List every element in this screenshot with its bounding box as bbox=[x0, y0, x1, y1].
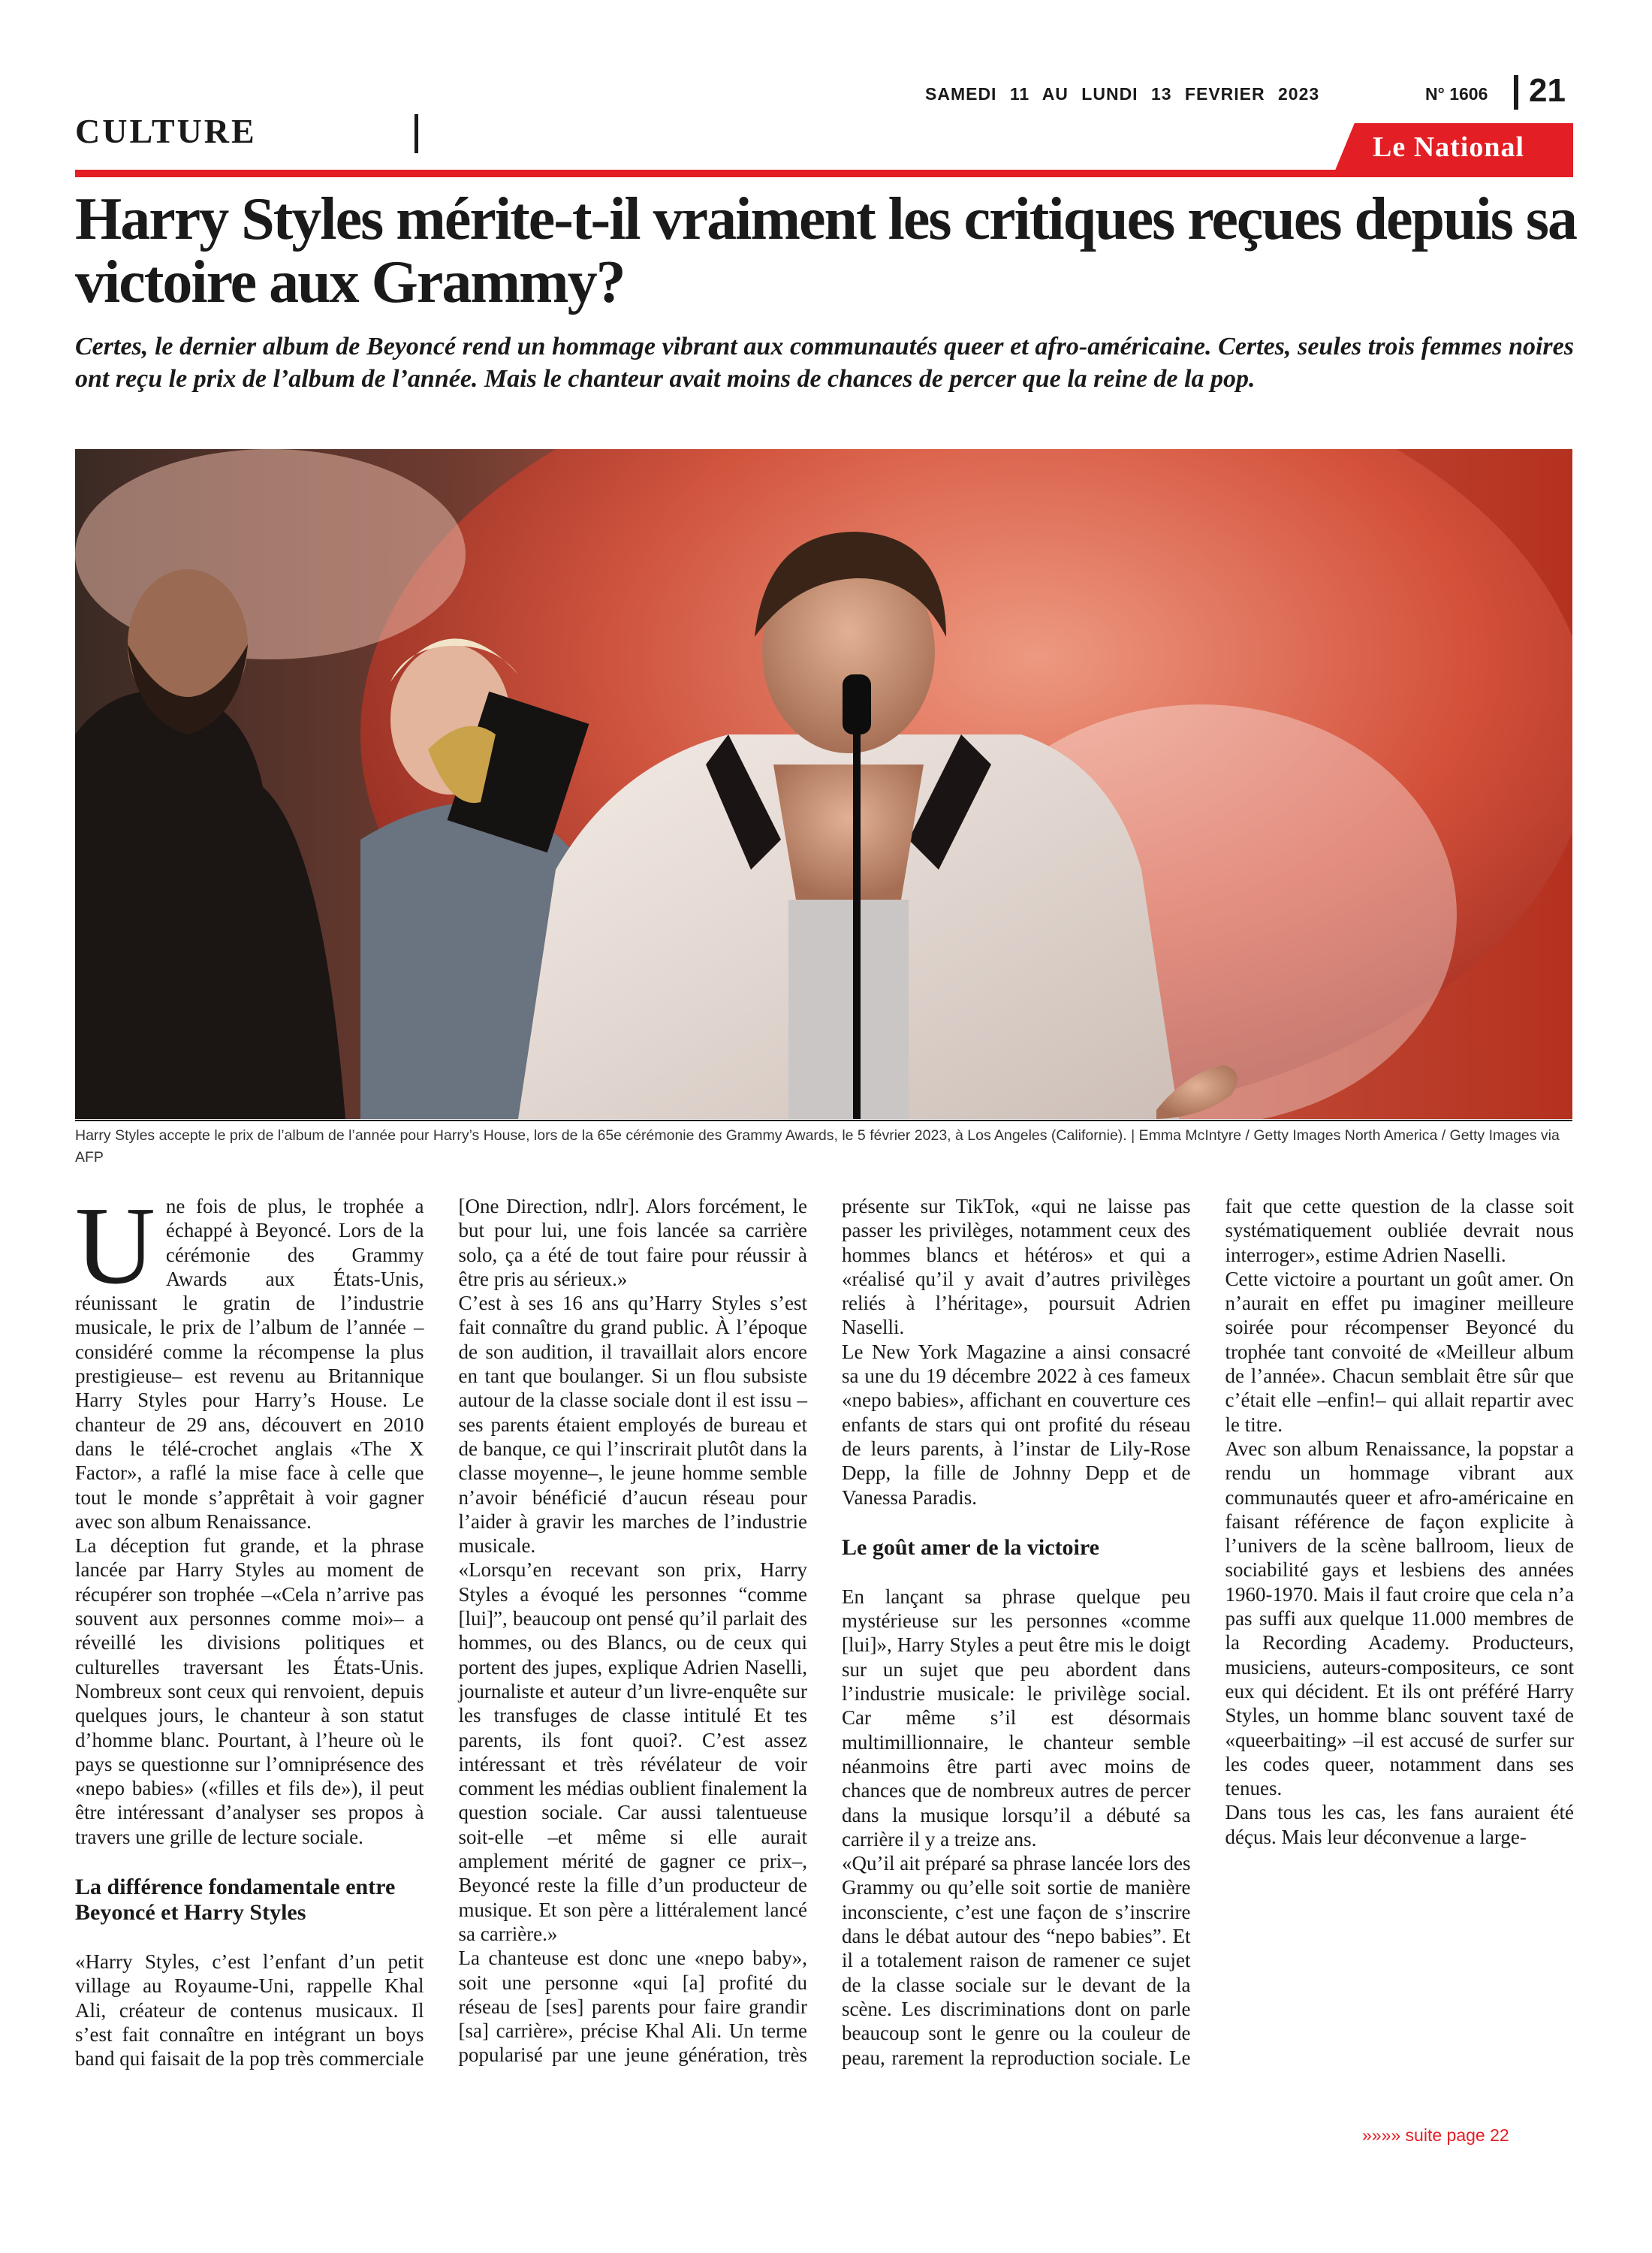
paragraph-12: Dans tous les cas, les fans auraient été déçus. Mais leur déconvenue a large- bbox=[1225, 1801, 1574, 1848]
paragraph-4: C’est à ses 16 ans qu’Harry Styles s’est fait connaître du grand public. À l’époque de son audition, il travaillait alors encore en tant que boulanger. Si un flou subsiste autour de la classe sociale dont il est issu –ses parents étaient employés de bureau et de banque, ce qui l’inscrirait plutôt dans la classe moyenne–, le jeune homme semble n’avoir bénéficié d’aucun réseau pour l’aider à gravir les marches de l’industrie musicale. bbox=[458, 1292, 807, 1558]
issue-number: N° 1606 bbox=[1425, 84, 1488, 104]
header-rule bbox=[75, 170, 1573, 177]
photo-caption: Harry Styles accepte le prix de l’album de l’année pour Harry’s House, lors de la 65e cérémonie des Grammy Awards, le 5 février 2023, à Los Angeles (Californie). | Emma McIntyre / Getty Images North America / Getty Images via AFP bbox=[75, 1127, 1560, 1166]
header-divider bbox=[1514, 75, 1518, 110]
paragraph-8: En lançant sa phrase quelque peu mystérieuse sur les personnes «comme [lui]», Harry Styles a peut être mis le doigt sur un sujet que peu abordent dans l’industrie musicale: le privilège social. Car même s’il est désormais multimillionnaire, le chanteur semble néanmoins être parti avec moins de chances que de nombreux autres de percer dans la musique lorsqu’il a débuté sa carrière il y a treize ans. bbox=[842, 1585, 1191, 1850]
page-number: 21 bbox=[1529, 72, 1566, 109]
paragraph-1: Une fois de plus, le trophée a échappé à Beyoncé. Lors de la cérémonie des Grammy Awards aux États-Unis, réunissant le gratin de l’industrie musicale, le prix de l’album de l’année – considéré comme la récompense la plus prestigieuse– est revenu au Britannique Harry Styles pour Harry’s House. Le chanteur de 29 ans, découvert en 2010 dans le télé-crochet anglais «The X Factor», a raflé la mise face à celle que tout le monde s’apprêtait à voir gagner avec son album Renaissance. bbox=[75, 1184, 424, 1533]
continuation-link[interactable]: »»»» suite page 22 bbox=[1362, 2125, 1509, 2145]
headline: Harry Styles mérite-t-il vraiment les critiques reçues depuis sa victoire aux Grammy? bbox=[75, 186, 1576, 315]
harry-chest bbox=[773, 765, 924, 900]
article-photo bbox=[75, 449, 1572, 1119]
subheading-2: Le goût amer de la victoire bbox=[842, 1534, 1099, 1560]
section-label: CULTURE bbox=[75, 112, 257, 150]
paragraph-10: Cette victoire a pourtant un goût amer. On n’aurait en effet pu imaginer meilleure soirée pour récompenser Beyoncé du trophée tant convoité de «Meilleur album de l’année». Chacun semblait être sûr que c’était elle –enfin!– qui allait repartir avec le titre. bbox=[1225, 1267, 1574, 1436]
brand-name: Le National bbox=[1373, 131, 1525, 163]
microphone bbox=[843, 674, 871, 734]
paragraph-2: La déception fut grande, et la phrase lancée par Harry Styles au moment de récupérer son trophée –«Cela n’arrive pas souvent aux personnes comme moi»– a réveillé les divisions politiques et culturelles traversant les États-Unis. Nombreux sont ceux qui renvoient, depuis quelques jours, le chanteur à son statut d’homme blanc. Pourtant, à l’heure où le pays se questionne sur l’omniprésence des «nepo babies» («filles et fils de»), il peut être intéressant d’analyser ses propos à travers une grille de lecture sociale. bbox=[75, 1534, 424, 1848]
paragraph-9: «Qu’il ait préparé sa phrase lancée lors des Grammy ou qu’elle soit sortie de manière inconsciente, c’est une façon de s’inscrire dans le débat autour des “nepo babies”. Et il a totalement raison de ramener ce sujet de la classe sociale sur le devant de la scène. Les discriminations dont on parle beaucoup sont le genre ou la couleur de peau, rarement la reproduction sociale. Le fait que cette question de la classe soit systématiquement oubliée devrait nous interroger», estime Adrien Naselli. bbox=[842, 1195, 1574, 2069]
subheading-1: La différence fondamentale entre Beyoncé et Harry Styles bbox=[75, 1874, 396, 1926]
article-body bbox=[75, 1184, 1574, 2080]
standfirst: Certes, le dernier album de Beyoncé rend un hommage vibrant aux communautés queer et afro-américaine. Certes, seules trois femmes noires ont reçu le prix de l’album de l’année. Mais le chanteur avait moins de chances de percer que la reine de la pop. bbox=[75, 333, 1574, 393]
issue-date: SAMEDI 11 AU LUNDI 13 FEVRIER 2023 bbox=[925, 84, 1320, 104]
paragraph-11: Avec son album Renaissance, la popstar a rendu un hommage vibrant aux communautés queer et afro-américaine en faisant référence de façon explicite à l’univers de la scène ballroom, lieux de sociabilité gays et lesbiens des années 1960-1970. Mais il faut croire que cela n’a pas suffi aux quelque 11.000 membres de la Recording Academy. Producteurs, musiciens, auteurs-compositeurs, ce sont eux qui décident. Et ils ont préféré Harry Styles, un homme blanc souvent taxé de «queerbaiting» –il est accusé de surfer sur les codes queer, notamment dans ses tenues. bbox=[1225, 1437, 1574, 1800]
microphone-stand bbox=[853, 689, 861, 1119]
paragraph-7: Le New York Magazine a ainsi consacré sa une du 19 décembre 2022 à ces fameux «nepo babies», affichant en couverture ces enfants de stars qui ont profité du réseau de leurs parents, à l’instar de Lily-Rose Depp, la fille de Johnny Depp et de Vanessa Paradis. bbox=[842, 1340, 1191, 1509]
photo-rule bbox=[75, 1120, 1572, 1121]
paragraph-3: «Harry Styles, c’est l’enfant d’un petit village au Royaume-Uni, rappelle Khal Ali, créateur de contenus musicaux. Il s’est fait connaître en intégrant un boys band qui faisait de la pop très commerciale [One Direction, ndlr]. Alors forcément, le but pour lui, une fois lancée sa carrière solo, ça a été de tout faire pour réussir à être pris au sérieux.» bbox=[75, 1195, 807, 2071]
paragraph-6: La chanteuse est donc une «nepo baby», soit une personne «qui [a] profité du réseau de [ses] parents pour faire grandir [sa] carrière», précise Khal Ali. Un terme popularisé par une jeune génération, très présente sur TikTok, «qui ne laisse pas passer les privilèges, notamment ceux des hommes blancs et hétéros» et qui a «réalisé qu’il y avait d’autres privilèges reliés à l’héritage», poursuit Adrien Naselli. bbox=[458, 1195, 1191, 2067]
section-divider bbox=[415, 114, 418, 153]
drop-cap: U bbox=[75, 1184, 155, 1307]
paragraph-5: «Lorsqu’en recevant son prix, Harry Styles a évoqué les personnes “comme [lui]”, beaucoup ont pensé qu’il parlait des hommes, ou des Blancs, ou de ceux qui portent des jupes, explique Adrien Naselli, journaliste et auteur d’un livre-enquête sur les transfuges de classe intitulé Et tes parents, ils font quoi?. C’est assez intéressant et très révélateur de voir comment les médias oublient finalement la question sociale. Car aussi talentueuse soit-elle –et même si elle aurait amplement mérité de gagner ce prix–, Beyoncé reste la fille d’un producteur de musique. Et son père a littéralement lancé sa carrière.» bbox=[458, 1558, 807, 1945]
